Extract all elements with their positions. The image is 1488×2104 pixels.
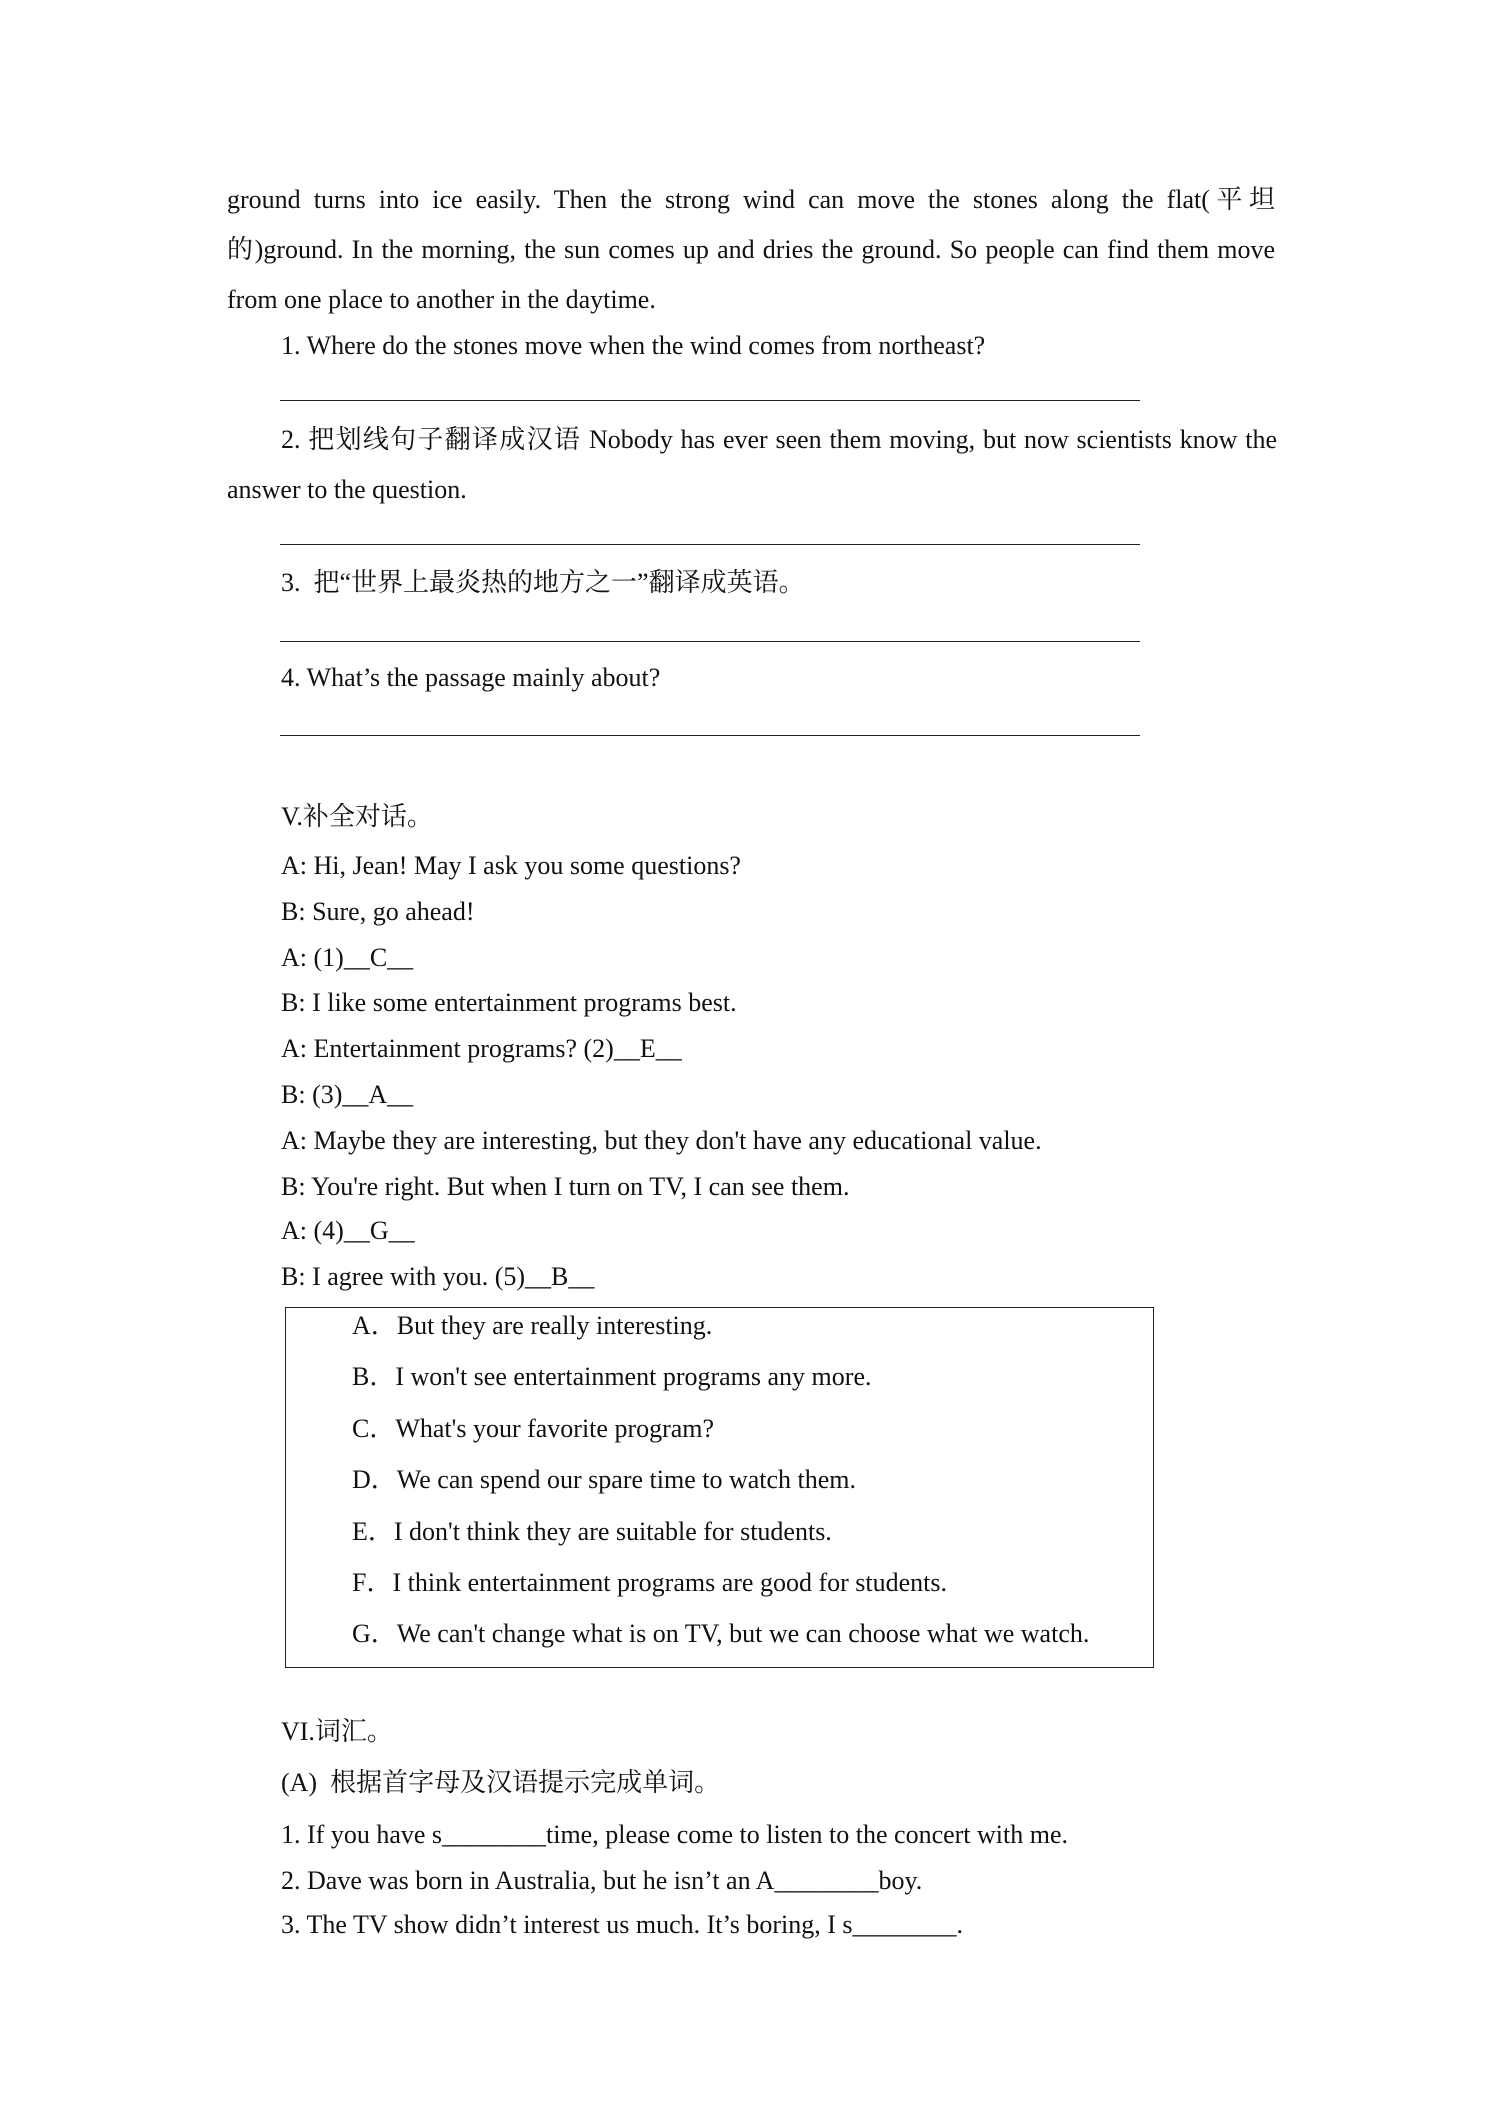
answer-line <box>280 735 1140 736</box>
dialogue-line: B: Sure, go ahead! <box>281 897 475 926</box>
option-item: D．We can spend our spare time to watch them. <box>352 1465 857 1494</box>
option-item: E．I don't think they are suitable for students. <box>352 1517 832 1546</box>
answer-line <box>280 641 1140 642</box>
vocab-item: 2. Dave was born in Australia, but he isn’t an A________boy. <box>281 1866 923 1895</box>
passage-line: 的)ground. In the morning, the sun comes up and dries the ground. So people can find them move <box>227 235 1275 264</box>
dialogue-line: A: Maybe they are interesting, but they don't have any educational value. <box>281 1126 1042 1155</box>
section-heading: VI.词汇。 <box>281 1717 393 1746</box>
dialogue-line: B: I agree with you. (5)__B__ <box>281 1262 595 1291</box>
dialogue-line: B: You're right. But when I turn on TV, I can see them. <box>281 1172 850 1201</box>
dialogue-line: A: Entertainment programs? (2)__E__ <box>281 1034 682 1063</box>
dialogue-line: A: (1)__C__ <box>281 943 414 972</box>
question-2-continued: answer to the question. <box>227 475 467 504</box>
vocab-item: 3. The TV show didn’t interest us much. It’s boring, I s________. <box>281 1910 963 1939</box>
option-item: C．What's your favorite program? <box>352 1414 715 1443</box>
option-item: F．I think entertainment programs are good for students. <box>352 1568 947 1597</box>
question-2: 2. 把划线句子翻译成汉语 Nobody has ever seen them moving, but now scientists know the <box>281 425 1277 454</box>
part-a-instruction: (A) 根据首字母及汉语提示完成单词。 <box>281 1768 721 1797</box>
answer-line <box>280 544 1140 545</box>
dialogue-line: A: (4)__G__ <box>281 1216 415 1245</box>
question-3: 3. 把“世界上最炎热的地方之一”翻译成英语。 <box>281 568 805 597</box>
dialogue-line: B: I like some entertainment programs best. <box>281 988 737 1017</box>
answer-line <box>280 400 1140 401</box>
option-item: G．We can't change what is on TV, but we can choose what we watch. <box>352 1619 1090 1648</box>
dialogue-line: A: Hi, Jean! May I ask you some questions? <box>281 851 741 880</box>
passage-line: ground turns into ice easily. Then the strong wind can move the stones along the flat(平坦 <box>227 185 1275 214</box>
option-item: B．I won't see entertainment programs any more. <box>352 1362 872 1391</box>
question-1: 1. Where do the stones move when the wind comes from northeast? <box>281 331 986 360</box>
question-4: 4. What’s the passage mainly about? <box>281 663 661 692</box>
vocab-item: 1. If you have s________time, please come to listen to the concert with me. <box>281 1820 1069 1849</box>
dialogue-line: B: (3)__A__ <box>281 1080 414 1109</box>
section-heading: V.补全对话。 <box>281 802 433 831</box>
option-item: A．But they are really interesting. <box>352 1311 713 1340</box>
passage-line: from one place to another in the daytime. <box>227 285 656 314</box>
